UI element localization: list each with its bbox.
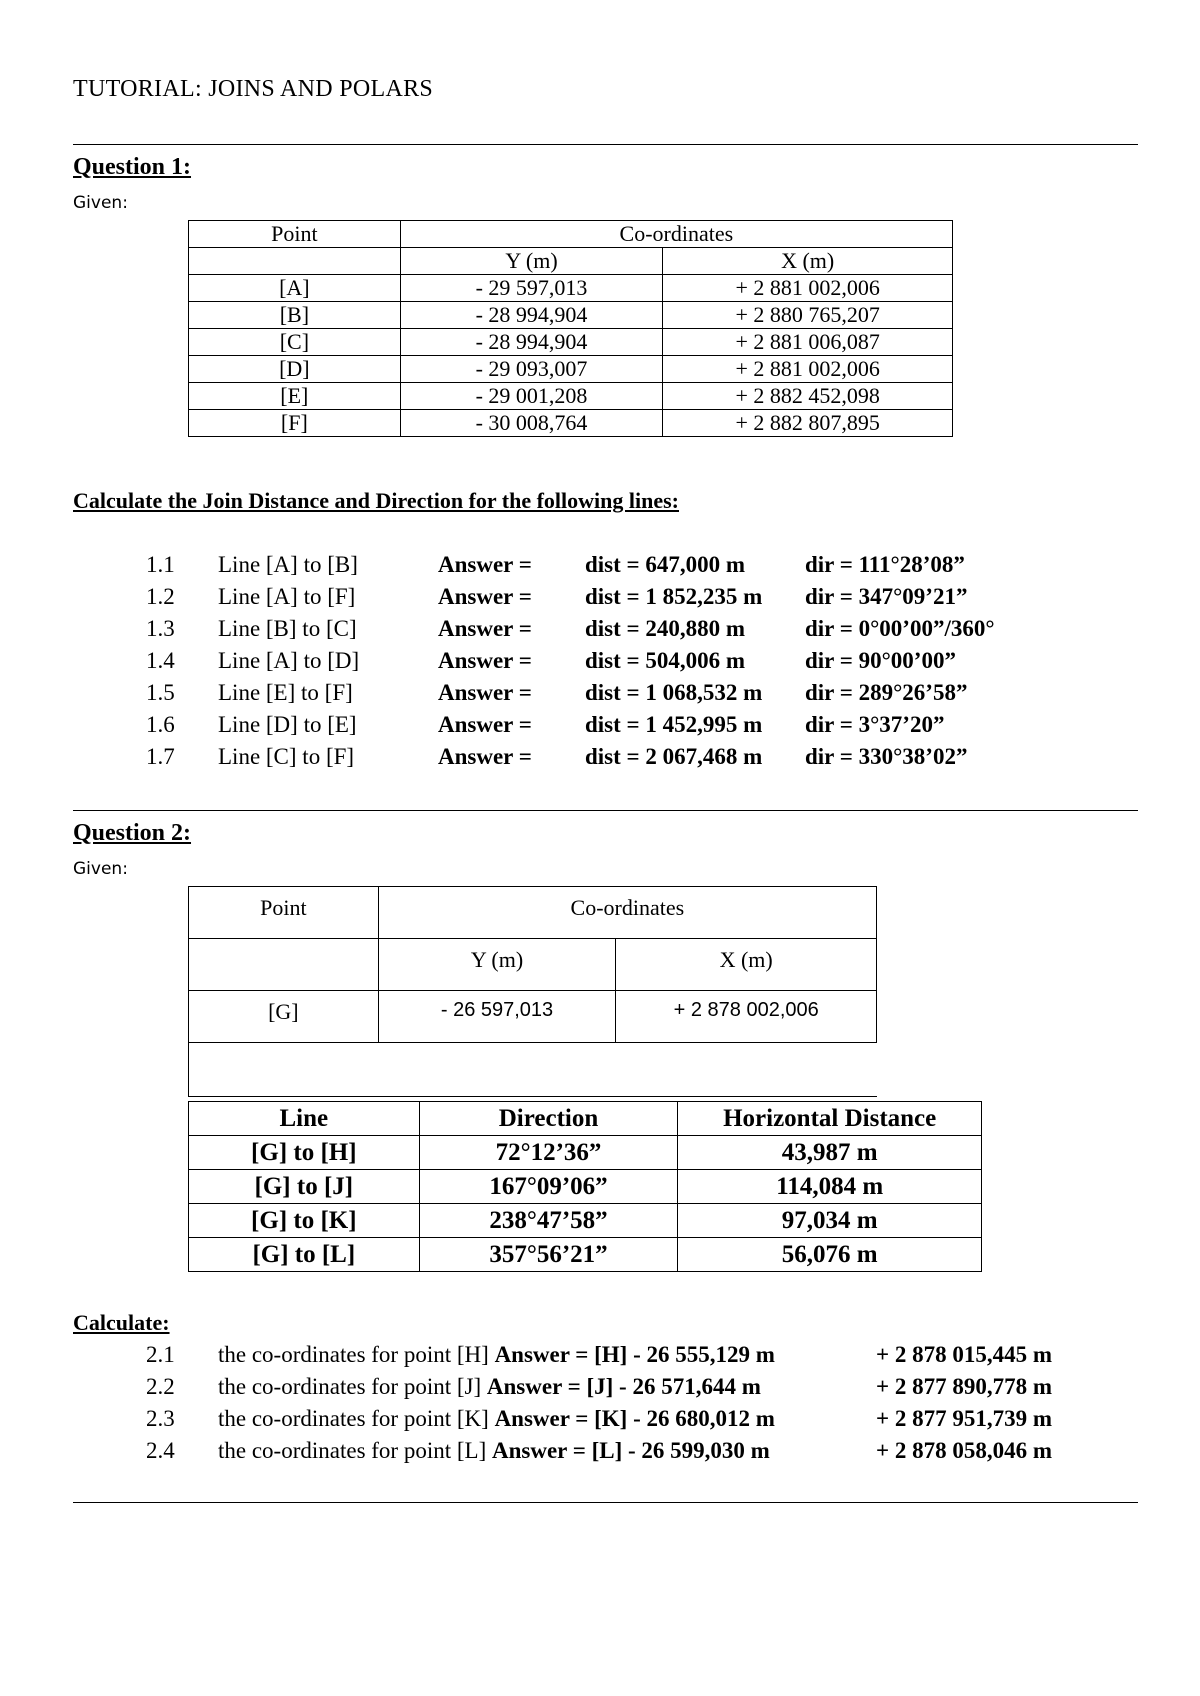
table-row: [189, 1136, 982, 1170]
header-line: Line: [189, 1102, 420, 1136]
line-cell: [G] to [L]: [189, 1238, 420, 1272]
y-cell: - 29 093,007: [400, 356, 663, 383]
header-coordinates: Co-ordinates: [378, 887, 876, 939]
line-label: Line [A] to [B]: [218, 552, 358, 577]
point-cell: [B]: [189, 302, 401, 329]
y-answer: Answer = [J] - 26 571,644 m: [486, 1374, 761, 1399]
point-cell: [C]: [189, 329, 401, 356]
item-number: 1.3: [146, 616, 175, 641]
point-cell: [A]: [189, 275, 401, 302]
header-horizontal-distance: Horizontal Distance: [678, 1102, 982, 1136]
direction-answer: dir = 0°00’00”/360°: [805, 616, 995, 641]
x-cell: + 2 882 452,098: [663, 383, 953, 410]
item-number: 2.3: [146, 1406, 175, 1431]
line-cell: [G] to [K]: [189, 1204, 420, 1238]
line-label: Line [E] to [F]: [218, 680, 353, 705]
header-coordinates: Co-ordinates: [400, 221, 952, 248]
answer-label: Answer =: [438, 648, 532, 673]
question-2-given-label: Given:: [73, 859, 128, 879]
direction-cell: 238°47’58”: [419, 1204, 678, 1238]
x-cell: + 2 881 006,087: [663, 329, 953, 356]
table-row: [189, 1204, 982, 1238]
distance-answer: dist = 240,880 m: [585, 616, 746, 641]
line-label: Line [A] to [D]: [218, 648, 360, 673]
y-answer: Answer = [K] - 26 680,012 m: [494, 1406, 775, 1431]
divider: [73, 1502, 1138, 1503]
question-2-heading: Question 2:: [73, 820, 192, 846]
direction-answer: dir = 330°38’02”: [805, 744, 968, 769]
line-label: Line [C] to [F]: [218, 744, 355, 769]
question-1-heading: Question 1:: [73, 154, 192, 180]
question-1-given-label: Given:: [73, 193, 128, 213]
item-text: [218, 1406, 775, 1432]
table-row: [189, 410, 953, 437]
line-label: Line [A] to [F]: [218, 584, 356, 609]
item-description: the co-ordinates for point [H]: [218, 1342, 489, 1367]
table-row: [189, 991, 877, 1043]
line-label: Line [D] to [E]: [218, 712, 357, 737]
item-text: [218, 1374, 761, 1400]
point-cell: [D]: [189, 356, 401, 383]
table-row: [189, 383, 953, 410]
item-description: the co-ordinates for point [J]: [218, 1374, 482, 1399]
direction-answer: dir = 289°26’58”: [805, 680, 968, 705]
line-cell: [G] to [J]: [189, 1170, 420, 1204]
x-answer: + 2 878 058,046 m: [876, 1438, 1053, 1463]
distance-answer: dist = 647,000 m: [585, 552, 746, 577]
direction-cell: 357°56’21”: [419, 1238, 678, 1272]
answer-label: Answer =: [438, 584, 532, 609]
header-y: Y (m): [378, 939, 616, 991]
point-cell: [E]: [189, 383, 401, 410]
header-blank: [189, 248, 401, 275]
header-point: Point: [189, 887, 379, 939]
distance-cell: 43,987 m: [678, 1136, 982, 1170]
divider: [73, 810, 1138, 811]
distance-answer: dist = 2 067,468 m: [585, 744, 763, 769]
item-number: 1.2: [146, 584, 175, 609]
item-number: 1.7: [146, 744, 175, 769]
item-number: 1.6: [146, 712, 175, 737]
y-cell: - 29 001,208: [400, 383, 663, 410]
line-cell: [G] to [H]: [189, 1136, 420, 1170]
distance-cell: 97,034 m: [678, 1204, 982, 1238]
y-answer: Answer = [L] - 26 599,030 m: [492, 1438, 770, 1463]
header-x: X (m): [663, 248, 953, 275]
header-point: Point: [189, 221, 401, 248]
divider: [73, 144, 1138, 145]
distance-answer: dist = 504,006 m: [585, 648, 746, 673]
x-answer: + 2 877 951,739 m: [876, 1406, 1053, 1431]
x-answer: + 2 877 890,778 m: [876, 1374, 1053, 1399]
x-cell: + 2 880 765,207: [663, 302, 953, 329]
line-label: Line [B] to [C]: [218, 616, 357, 641]
item-number: 1.1: [146, 552, 175, 577]
y-answer: Answer = [H] - 26 555,129 m: [494, 1342, 775, 1367]
blank-row: [189, 1043, 877, 1097]
y-cell: - 26 597,013: [378, 991, 616, 1043]
answer-label: Answer =: [438, 712, 532, 737]
table-row: [189, 329, 953, 356]
distance-answer: dist = 1 852,235 m: [585, 584, 763, 609]
distance-cell: 56,076 m: [678, 1238, 982, 1272]
page-title: TUTORIAL: JOINS AND POLARS: [73, 76, 434, 102]
question-2-calc-heading: Calculate:: [73, 1310, 170, 1335]
item-description: the co-ordinates for point [K]: [218, 1406, 489, 1431]
item-number: 1.4: [146, 648, 175, 673]
header-blank: [189, 939, 379, 991]
distance-answer: dist = 1 452,995 m: [585, 712, 763, 737]
x-answer: + 2 878 015,445 m: [876, 1342, 1053, 1367]
x-cell: + 2 878 002,006: [616, 991, 877, 1043]
table-row: [189, 275, 953, 302]
question-1-calc-heading: Calculate the Join Distance and Direction for the following lines:: [73, 488, 679, 513]
direction-answer: dir = 347°09’21”: [805, 584, 968, 609]
table-row: [189, 302, 953, 329]
direction-cell: 167°09’06”: [419, 1170, 678, 1204]
item-description: the co-ordinates for point [L]: [218, 1438, 487, 1463]
table-row: [189, 356, 953, 383]
distance-cell: 114,084 m: [678, 1170, 982, 1204]
y-cell: - 28 994,904: [400, 302, 663, 329]
item-number: 2.1: [146, 1342, 175, 1367]
question-2-coordinates-table: [188, 886, 877, 1097]
y-cell: - 30 008,764: [400, 410, 663, 437]
item-number: 1.5: [146, 680, 175, 705]
answer-label: Answer =: [438, 680, 532, 705]
direction-cell: 72°12’36”: [419, 1136, 678, 1170]
direction-answer: dir = 111°28’08”: [805, 552, 965, 577]
item-number: 2.2: [146, 1374, 175, 1399]
distance-answer: dist = 1 068,532 m: [585, 680, 763, 705]
answer-label: Answer =: [438, 552, 532, 577]
item-text: [218, 1438, 770, 1464]
header-y: Y (m): [400, 248, 663, 275]
point-cell: [G]: [189, 991, 379, 1043]
polar-table: [188, 1101, 982, 1272]
x-cell: + 2 881 002,006: [663, 275, 953, 302]
table-row: [189, 1238, 982, 1272]
answer-label: Answer =: [438, 744, 532, 769]
y-cell: - 28 994,904: [400, 329, 663, 356]
item-text: [218, 1342, 775, 1368]
header-direction: Direction: [419, 1102, 678, 1136]
header-x: X (m): [616, 939, 877, 991]
x-cell: + 2 882 807,895: [663, 410, 953, 437]
direction-answer: dir = 90°00’00”: [805, 648, 956, 673]
item-number: 2.4: [146, 1438, 175, 1463]
x-cell: + 2 881 002,006: [663, 356, 953, 383]
y-cell: - 29 597,013: [400, 275, 663, 302]
direction-answer: dir = 3°37’20”: [805, 712, 945, 737]
table-row: [189, 1170, 982, 1204]
question-1-coordinates-table: [188, 220, 953, 437]
point-cell: [F]: [189, 410, 401, 437]
answer-label: Answer =: [438, 616, 532, 641]
